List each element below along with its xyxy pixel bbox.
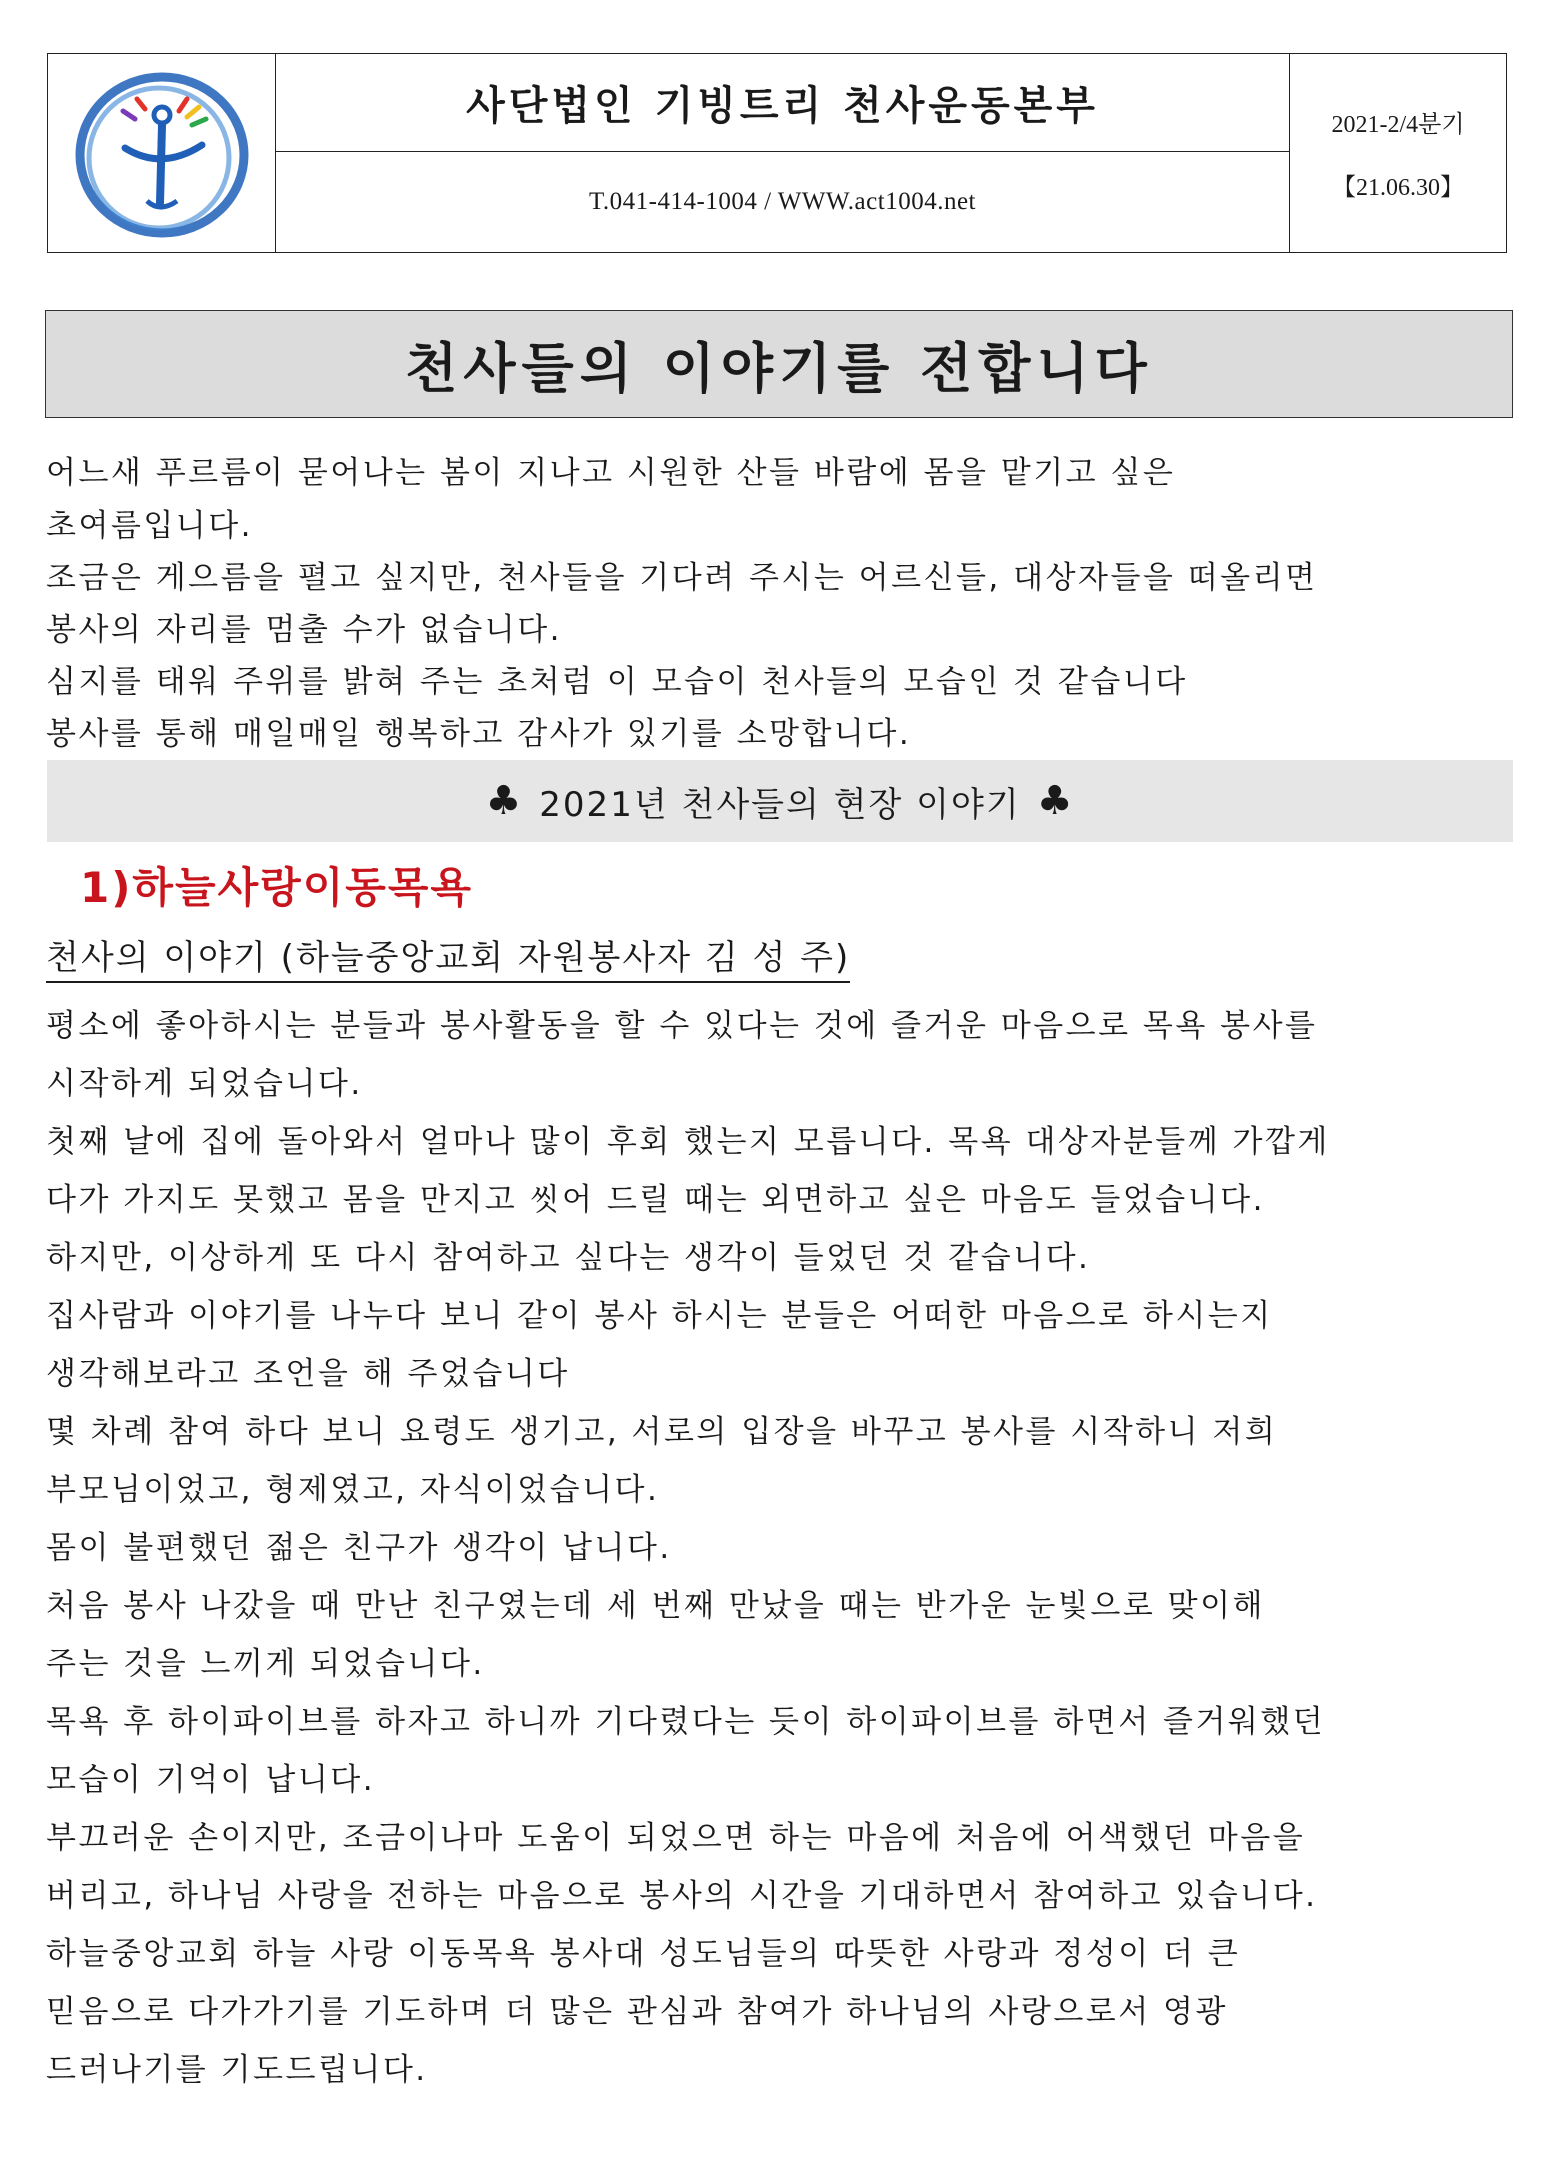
intro-line: 봉사의 자리를 멈출 수가 없습니다. [46, 612, 563, 648]
quarter-label: 2021-2/4분기 [1331, 112, 1465, 138]
story-line: 목욕 후 하이파이브를 하자고 하니까 기다렸다는 듯이 하이파이브를 하면서 즐거워했던 [46, 1704, 1326, 1740]
section-title: 2021년 천사들의 현장 이야기 [539, 784, 1021, 825]
header-table [47, 53, 1507, 253]
story-line: 생각해보라고 조언을 해 주었습니다 [46, 1356, 570, 1392]
organization-logo [67, 63, 257, 243]
issue-date: 【21.06.30】 [1332, 175, 1464, 201]
club-icon: ♣ [485, 778, 524, 824]
story-line: 몇 차례 참여 하다 보니 요령도 생기고, 서로의 입장을 바꾸고 봉사를 시작하니 저희 [46, 1414, 1278, 1450]
story-line: 하늘중앙교회 하늘 사랑 이동목욕 봉사대 성도님들의 따뜻한 사랑과 정성이 더 큰 [46, 1936, 1241, 1972]
story-line: 시작하게 되었습니다. [46, 1066, 363, 1102]
story-title: 천사의 이야기 (하늘중앙교회 자원봉사자 김 성 주) [46, 930, 850, 983]
intro-line: 어느새 푸르름이 묻어나는 봄이 지나고 시원한 산들 바람에 몸을 맡기고 싶은 [46, 455, 1176, 491]
page-title-banner: 천사들의 이야기를 전합니다 [45, 310, 1513, 418]
story-line: 다가 가지도 못했고 몸을 만지고 씻어 드릴 때는 외면하고 싶은 마음도 들었습니다. [46, 1182, 1265, 1218]
story-line: 처음 봉사 나갔을 때 만난 친구였는데 세 번째 만났을 때는 반가운 눈빛으로 맞이해 [46, 1588, 1265, 1624]
date-cell [1290, 54, 1506, 252]
story-line: 믿음으로 다가가기를 기도하며 더 많은 관심과 참여가 하나님의 사랑으로서 영광 [46, 1994, 1228, 2030]
logo-cell [48, 54, 276, 252]
contact-info: T.041-414-1004 / WWW.act1004.net [589, 188, 976, 215]
story-line: 드러나기를 기도드립니다. [46, 2052, 428, 2088]
story-line: 몸이 불편했던 젊은 친구가 생각이 납니다. [46, 1530, 672, 1566]
story-line: 집사람과 이야기를 나누다 보니 같이 봉사 하시는 분들은 어떠한 마음으로 하시는지 [46, 1298, 1273, 1334]
story-line: 부끄러운 손이지만, 조금이나마 도움이 되었으면 하는 마음에 처음에 어색했던 마음을 [46, 1820, 1306, 1856]
section-heading-bar [47, 760, 1513, 842]
story-line: 버리고, 하나님 사랑을 전하는 마음으로 봉사의 시간을 기대하면서 참여하고 있습니다. [46, 1878, 1318, 1914]
story-line: 하지만, 이상하게 또 다시 참여하고 싶다는 생각이 들었던 것 같습니다. [46, 1240, 1091, 1276]
subsection-heading: 1)하늘사랑이동목욕 [80, 863, 473, 912]
story-line: 평소에 좋아하시는 분들과 봉사활동을 할 수 있다는 것에 즐거운 마음으로 목욕 봉사를 [46, 1008, 1318, 1044]
organization-name: 사단법인 기빙트리 천사운동본부 [276, 54, 1289, 152]
intro-line: 초여름입니다. [46, 508, 254, 544]
story-line: 첫째 날에 집에 돌아와서 얼마나 많이 후회 했는지 모릅니다. 목욕 대상자분들께 가깝게 [46, 1124, 1330, 1160]
story-line: 모습이 기억이 납니다. [46, 1762, 376, 1798]
title-cell [276, 54, 1290, 252]
intro-line: 봉사를 통해 매일매일 행복하고 감사가 있기를 소망합니다. [46, 716, 912, 752]
intro-line: 조금은 게으름을 펼고 싶지만, 천사들을 기다려 주시는 어르신들, 대상자들을 떠올리면 [46, 560, 1318, 596]
intro-line: 심지를 태워 주위를 밝혀 주는 초처럼 이 모습이 천사들의 모습인 것 같습니다 [46, 664, 1188, 700]
story-line: 주는 것을 느끼게 되었습니다. [46, 1646, 485, 1682]
club-icon: ♣ [1036, 778, 1075, 824]
story-line: 부모님이었고, 형제였고, 자식이었습니다. [46, 1472, 660, 1508]
